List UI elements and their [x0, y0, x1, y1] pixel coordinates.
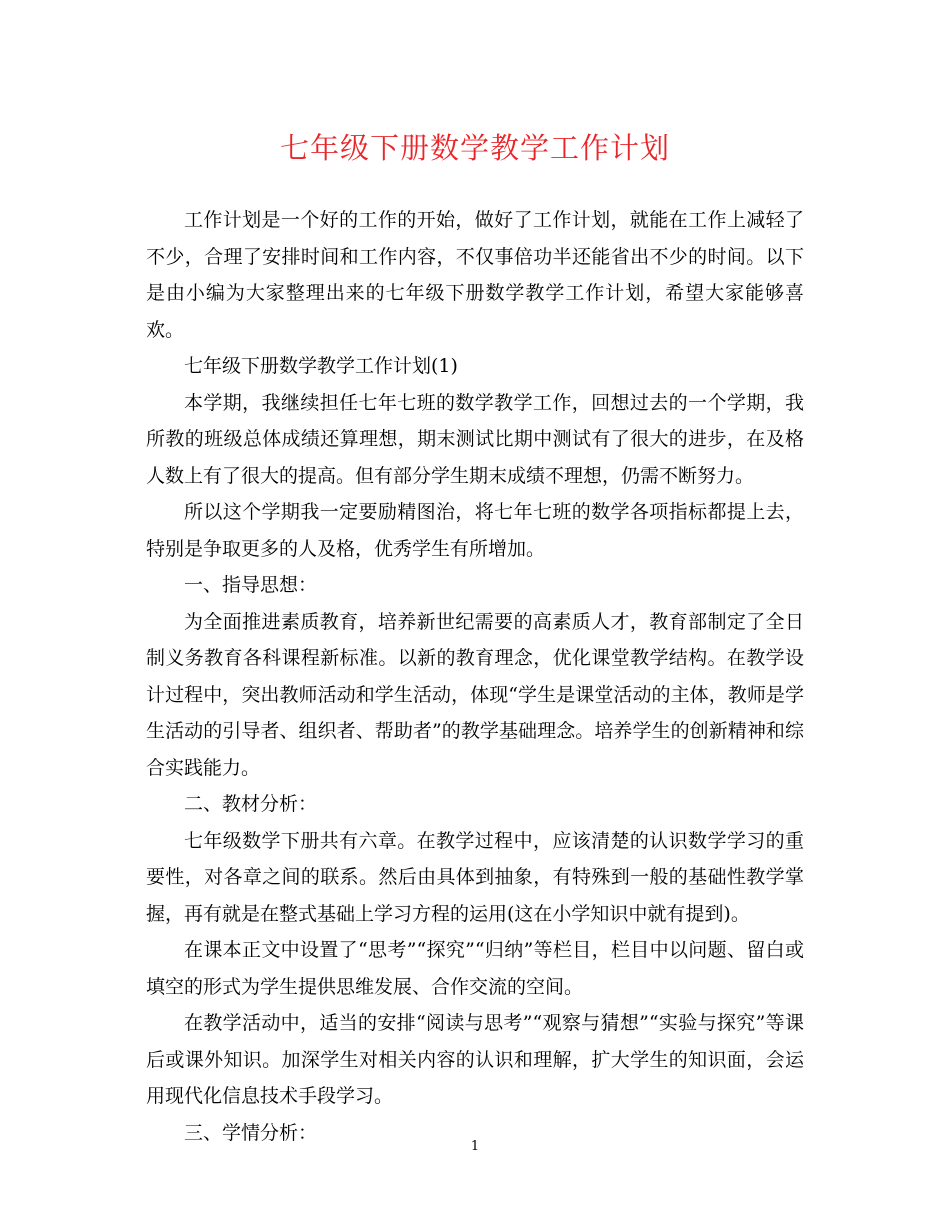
plan-subtitle: 七年级下册数学教学工作计划(1) — [184, 355, 458, 377]
body-paragraph: 所以这个学期我一定要励精图治，将七年七班的数学各项指标都提上去，特别是争取更多的人及格，优秀学生有所增加。 — [146, 501, 804, 560]
body-paragraph: 为全面推进素质教育，培养新世纪需要的高素质人才，教育部制定了全日制义务教育各科课程新标准。以新的教育理念，优化课堂教学结构。在教学设计过程中，突出教师活动和学生活动，体现“学生是课堂活动的主体，教师是学生活动的引导者、组织者、帮助者”的教学基础理念。培养学生的创新精神和综合实践能力。 — [146, 610, 804, 779]
section-heading-student-analysis: 三、学情分析： — [184, 1121, 318, 1144]
section-heading-guiding-ideology: 一、指导思想： — [184, 574, 318, 596]
document-body — [146, 202, 804, 1151]
document-title: 七年级下册数学教学工作计划 — [279, 131, 670, 165]
intro-paragraph: 工作计划是一个好的工作的开始，做好了工作计划，就能在工作上减轻了不少，合理了安排时间和工作内容，不仅事倍功半还能省出不少的时间。以下是由小编为大家整理出来的七年级下册数学教学工作计划，希望大家能够喜欢。 — [146, 209, 804, 341]
body-paragraph: 在教学活动中，适当的安排“阅读与思考”“观察与猜想”“实验与探究”等课后或课外知识。加深学生对相关内容的认识和理解，扩大学生的知识面，会运用现代化信息技术手段学习。 — [146, 1012, 804, 1107]
section-heading-textbook-analysis: 二、教材分析： — [184, 793, 318, 815]
body-paragraph: 在课本正文中设置了“思考”“探究”“归纳”等栏目，栏目中以问题、留白或填空的形式为学生提供思维发展、合作交流的空间。 — [146, 939, 804, 998]
body-paragraph: 本学期，我继续担任七年七班的数学教学工作，回想过去的一个学期，我所教的班级总体成绩还算理想，期末测试比期中测试有了很大的进步，在及格人数上有了很大的提高。但有部分学生期末成绩不理想，仍需不断努力。 — [146, 391, 804, 487]
page-number: 1 — [470, 1139, 480, 1154]
body-paragraph: 七年级数学下册共有六章。在教学过程中，应该清楚的认识数学学习的重要性，对各章之间的联系。然后由具体到抽象，有特殊到一般的基础性教学掌握，再有就是在整式基础上学习方程的运用(这在小学知识中就有提到)。 — [146, 829, 804, 925]
